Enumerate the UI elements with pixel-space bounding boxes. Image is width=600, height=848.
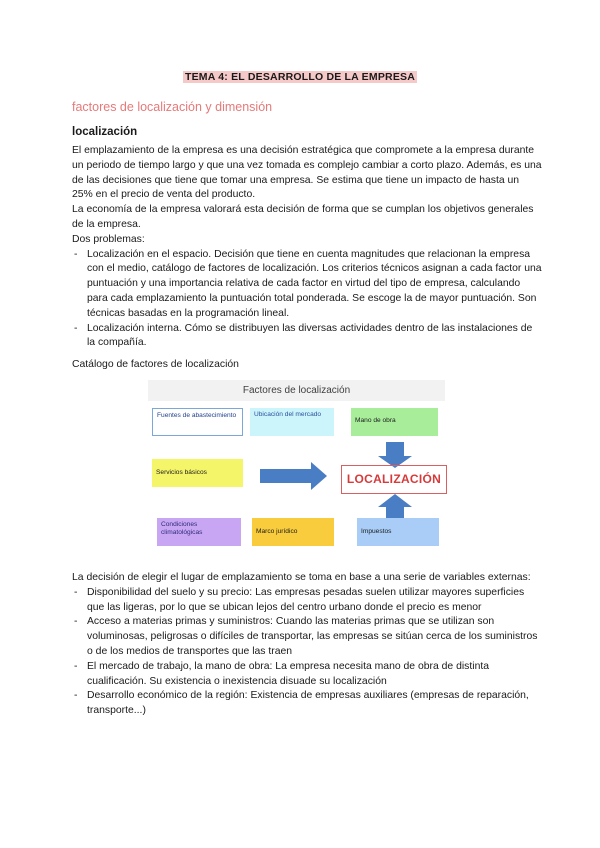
- list-item: - Localización interna. Cómo se distribuyen las diversas actividades dentro de las instalaciones de la compañía.: [72, 322, 542, 352]
- list-item: - Acceso a materias primas y suministros: Cuando las materias primas que se utilizan son voluminosas, peligrosas o difíciles de transportar, las empresas se sitúan cerca de los suministros o de los medios de transportes que las traen: [72, 615, 542, 659]
- list-item: - Desarrollo económico de la región: Existencia de empresas auxiliares (empresas de reparación, transporte...): [72, 689, 542, 719]
- section-heading: factores de localización y dimensión: [72, 100, 273, 114]
- factor-mano-obra: Mano de obra: [351, 408, 438, 436]
- intro-paragraph-2: La economía de la empresa valorará esta decisión de forma que se cumplan los objetivos generales de la empresa.: [72, 204, 534, 230]
- diagram-header: Factores de localización: [148, 380, 445, 401]
- list-item: - Localización en el espacio. Decisión que tiene en cuenta magnitudes que relacionan la empresa con el medio, catálogo de factores de localización. Los criterios técnicos asignan a cada factor una puntuación y una importancia relativa de cada factor en virtud del tipo de empresa, calculando para cada emplazamiento la puntuación total ponderada. Se escoge la de mayor puntuación. Son técnicas basadas en la programación lineal.: [72, 248, 542, 322]
- page-title: TEMA 4: EL DESARROLLO DE LA EMPRESA: [184, 71, 416, 83]
- problems-list: [72, 248, 542, 352]
- localizacion-box: LOCALIZACIÓN: [341, 465, 447, 494]
- intro-text: [72, 144, 542, 351]
- right-arrow: [260, 462, 327, 490]
- external-variables-intro: La decisión de elegir el lugar de emplazamiento se toma en base a una serie de variables externas:: [72, 572, 531, 583]
- list-item: - El mercado de trabajo, la mano de obra: La empresa necesita mano de obra de distinta cualificación. Su existencia o inexistencia disuade su localización: [72, 660, 542, 690]
- factor-condiciones-climatologicas: Condiciones climatológicas: [157, 518, 241, 546]
- catalog-caption: Catálogo de factores de localización: [72, 359, 239, 370]
- localization-factors-diagram: [148, 380, 445, 550]
- external-variables-text: [72, 571, 542, 719]
- factor-marco-juridico: Marco jurídico: [252, 518, 334, 546]
- external-variables-list: [72, 586, 542, 719]
- factor-servicios-basicos: Servicios básicos: [152, 459, 243, 487]
- sub-heading: localización: [72, 126, 138, 138]
- factor-impuestos: Impuestos: [357, 518, 439, 546]
- up-arrow: [378, 494, 412, 518]
- intro-paragraph-3: Dos problemas:: [72, 233, 145, 245]
- list-item: - Disponibilidad del suelo y su precio: Las empresas pesadas suelen utilizar mayores superficies que las ligeras, por lo que se ubican lejos del centro urbano donde el precio es menor: [72, 586, 542, 616]
- factor-fuentes-abastecimiento: Fuentes de abastecimiento: [152, 408, 243, 436]
- factor-ubicacion-mercado: Ubicación del mercado: [250, 408, 334, 436]
- intro-paragraph-1: El emplazamiento de la empresa es una decisión estratégica que compromete a la empresa durante un periodo de tiempo largo y que una vez tomada es complejo cambiar a corto plazo. Además, es una de las decisiones que tiene que tomar una empresa. Se estima que tiene un impacto de hasta un 25% en el precio de venta del producto.: [72, 145, 542, 201]
